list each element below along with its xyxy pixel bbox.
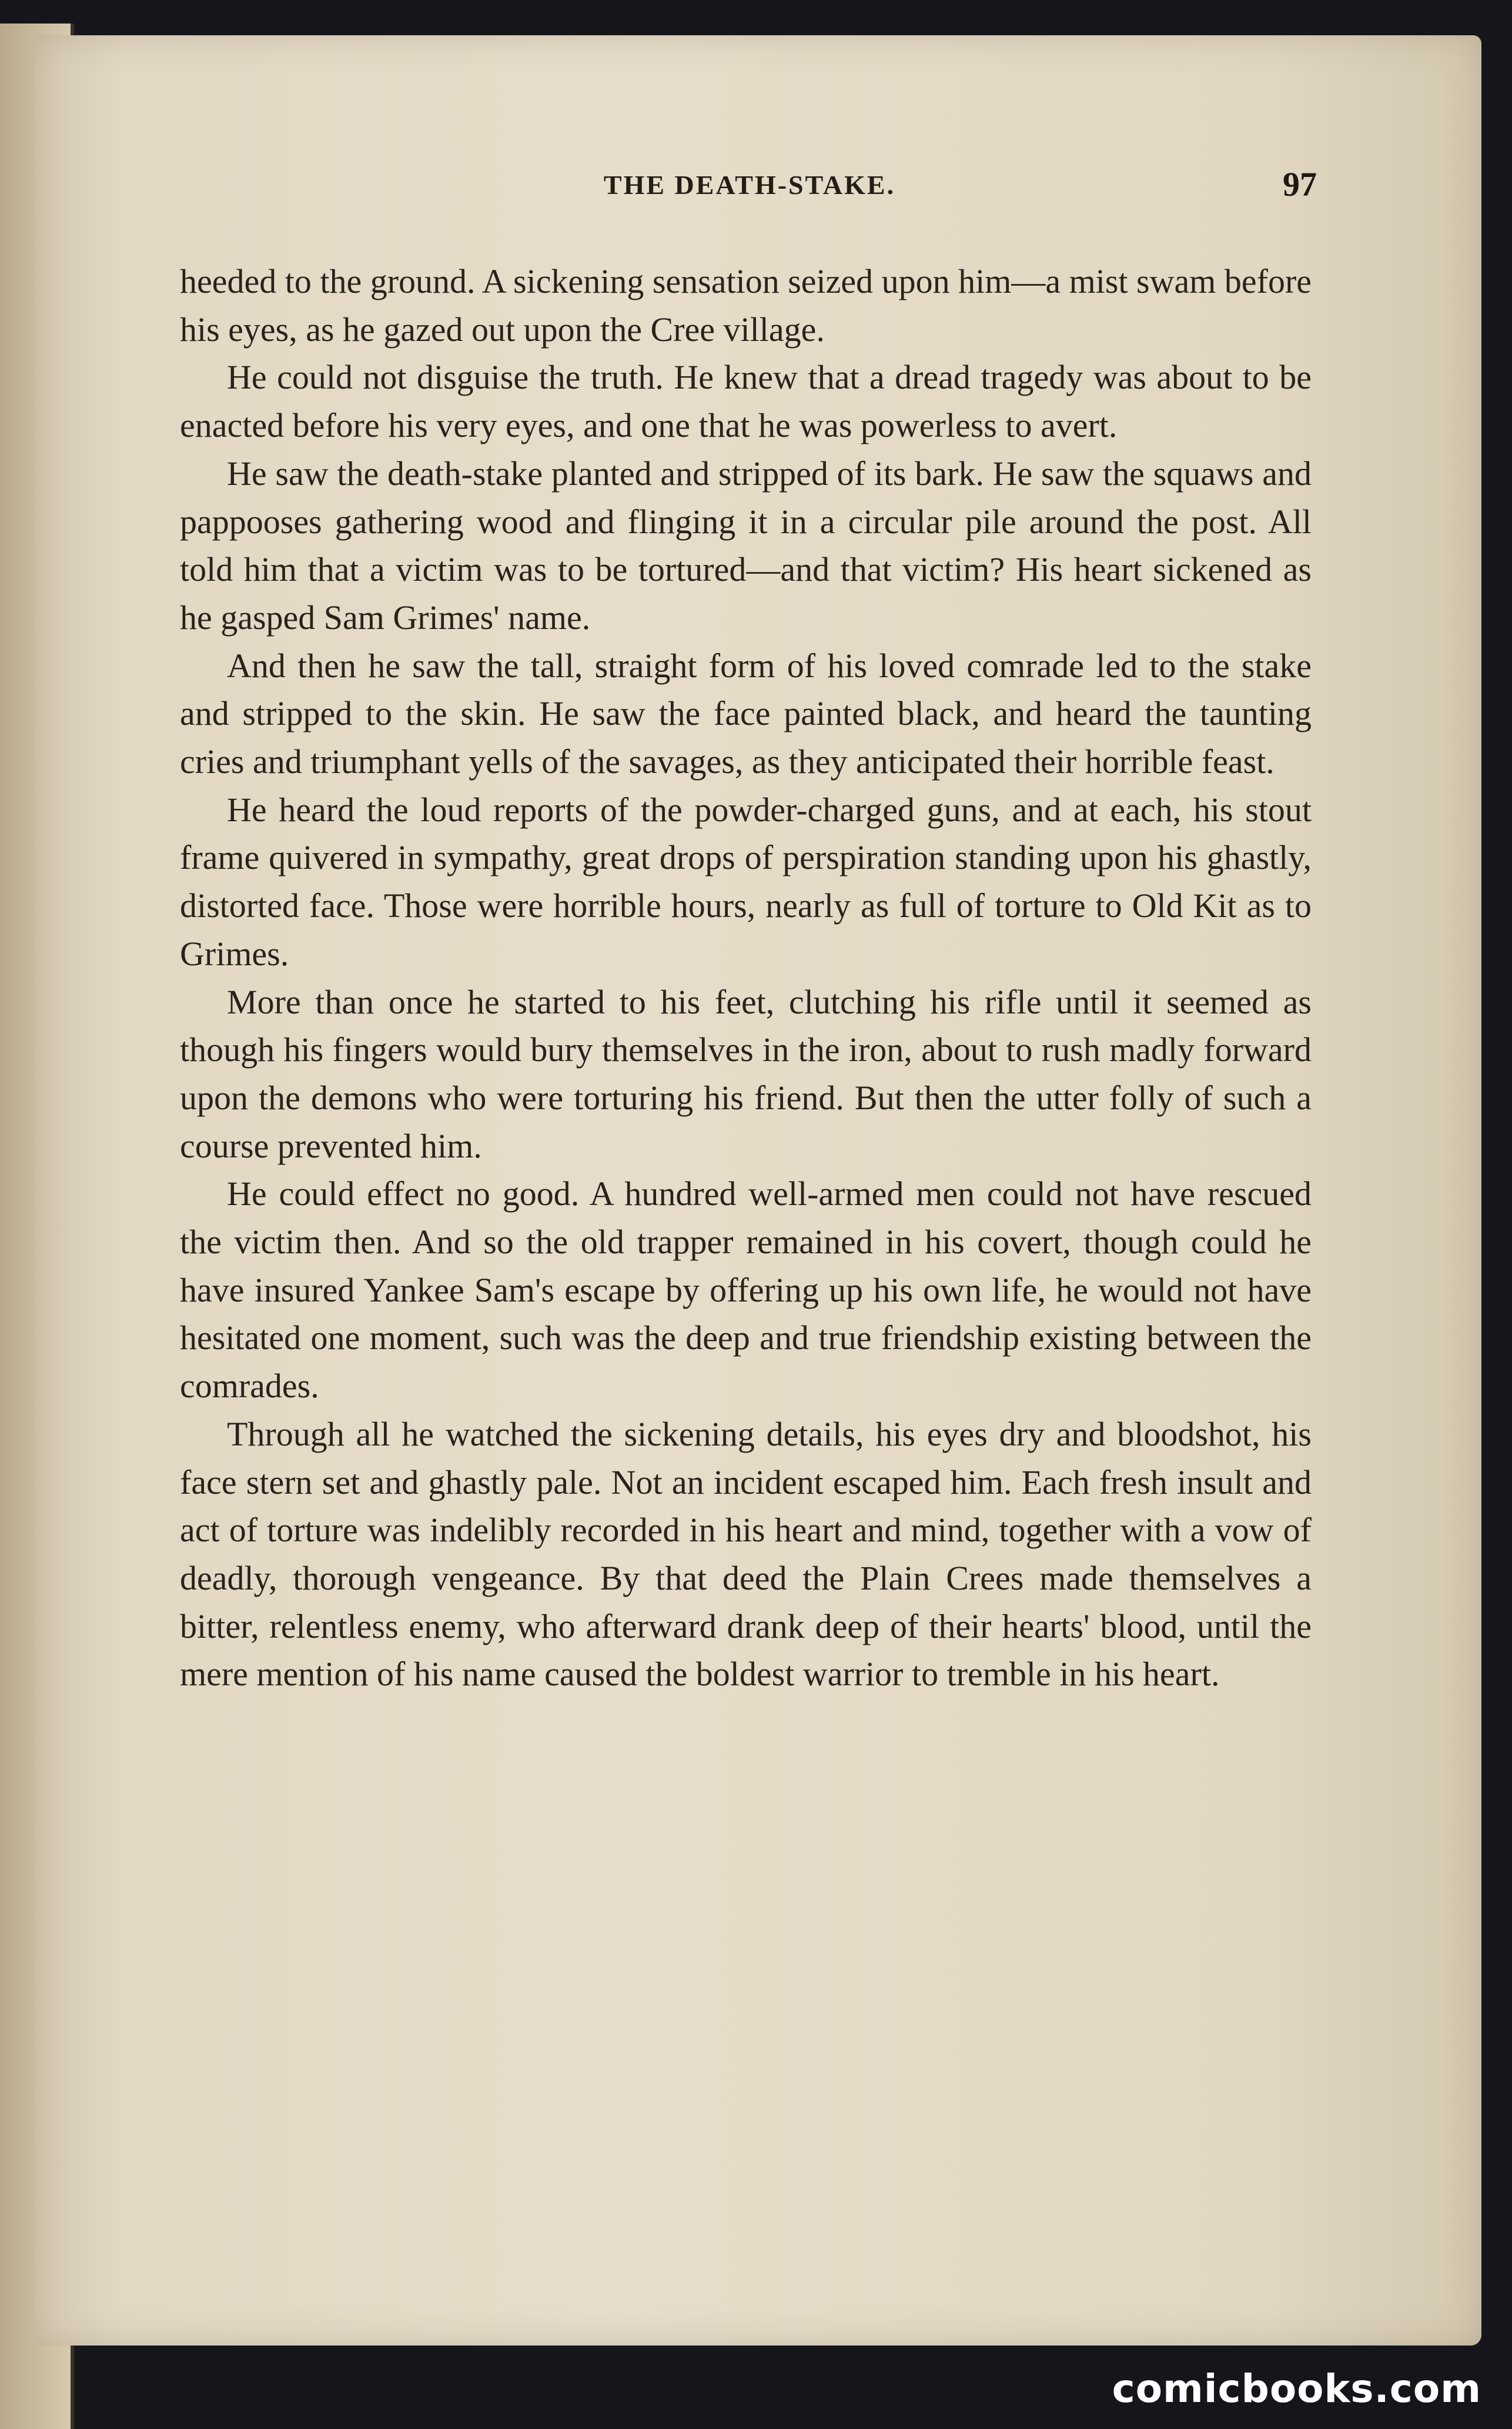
paragraph-3: He saw the death-stake planted and stripped of its bark. He saw the squaws and pappooses gathering wood and flinging it in a circular pile around the post. All told him that a victim was to be tortured—and that victim? His heart sickened as he gasped Sam Grimes' name. <box>180 454 1312 637</box>
page-number: 97 <box>1283 165 1317 203</box>
body-text <box>180 257 1312 1698</box>
watermark: comicbooks.com <box>1112 2366 1481 2411</box>
paragraph-4: And then he saw the tall, straight form of his loved comrade led to the stake and stripped to the skin. He saw the face painted black, and heard the taunting cries and triumphant yells of the savages, as they anticipated their horrible feast. <box>180 646 1312 781</box>
paragraph-2: He could not disguise the truth. He knew that a dread tragedy was about to be enacted before his very eyes, and one that he was powerless to avert. <box>180 358 1312 445</box>
page-header <box>182 165 1317 216</box>
paragraph-7: He could effect no good. A hundred well-armed men could not have rescued the victim then. And so the old trapper remained in his covert, though could he have insured Yankee Sam's escape by offering up his own life, he would not have hesitated one moment, such was the deep and true friendship existing between the comrades. <box>180 1175 1312 1406</box>
running-head: THE DEATH-STAKE. <box>603 170 896 200</box>
paragraph-5: He heard the loud reports of the powder-charged guns, and at each, his stout frame quivered in sympathy, great drops of perspiration standing upon his ghastly, distorted face. Those were horrible hours, nearly as full of torture to Old Kit as to Grimes. <box>180 790 1312 973</box>
paragraph-6: More than once he started to his feet, clutching his rifle until it seemed as though his fingers would bury themselves in the iron, about to rush madly forward upon the demons who were torturing his friend. But then the utter folly of such a course prevented him. <box>180 982 1312 1165</box>
paragraph-1: heeded to the ground. A sickening sensation seized upon him—a mist swam before his eyes, as he gazed out upon the Cree village. <box>180 262 1312 349</box>
paragraph-8: Through all he watched the sickening details, his eyes dry and bloodshot, his face stern set and ghastly pale. Not an incident escaped him. Each fresh insult and act of torture was indelibly recorded in his heart and mind, together with a vow of deadly, thorough vengeance. By that deed the Plain Crees made themselves a bitter, relentless enemy, who afterward drank deep of their hearts' blood, until the mere mention of his name caused the boldest warrior to tremble in his heart. <box>180 1414 1312 1694</box>
